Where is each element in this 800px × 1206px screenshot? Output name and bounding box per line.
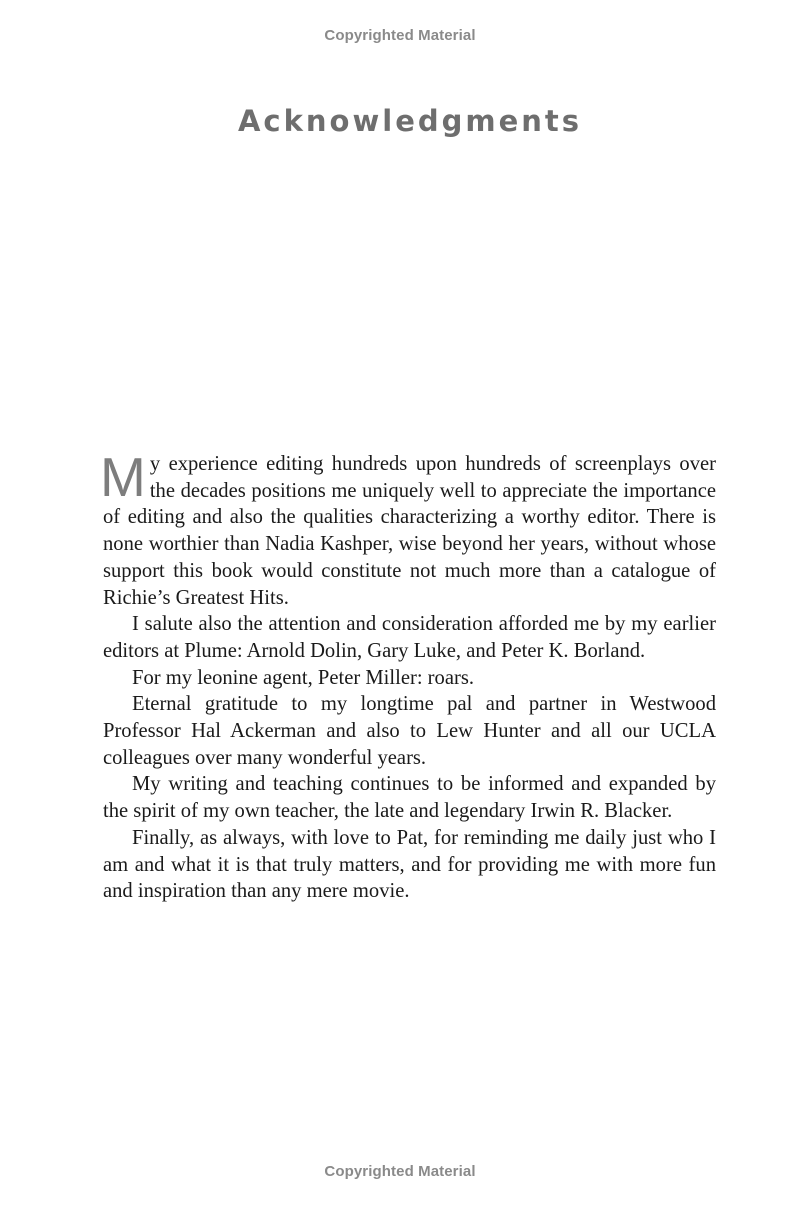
paragraph-1-text: y experience editing hundreds upon hundreds of screenplays over the decades positions me uniquely well to appreciate the importance of editing and also the qualities characterizing a worthy editor. There is none worthier than Nadia Kashper, wise beyond her years, without whose support this book would constitute not much more than a catalogue of Richie’s Greatest Hits. xyxy=(103,453,716,609)
copyright-watermark-top: Copyrighted Material xyxy=(324,27,476,44)
drop-cap: M xyxy=(100,446,146,508)
copyright-watermark-bottom: Copyrighted Material xyxy=(324,1163,476,1180)
paragraph-4: Eternal gratitude to my longtime pal and partner in Westwood Professor Hal Ackerman and also to Lew Hunter and all our UCLA colleagues over many wonderful years. xyxy=(103,693,716,769)
paragraph-6: Finally, as always, with love to Pat, for reminding me daily just who I am and what it is that truly matters, and for providing me with more fun and inspiration than any mere movie. xyxy=(103,826,716,903)
paragraph-5: My writing and teaching continues to be informed and expanded by the spirit of my own teacher, the late and legendary Irwin R. Blacker. xyxy=(103,773,716,823)
paragraph-1 xyxy=(100,446,716,611)
paragraph-2: I salute also the attention and consideration afforded me by my earlier editors at Plume: Arnold Dolin, Gary Luke, and Peter K. Borland. xyxy=(103,613,716,662)
acknowledgments-body xyxy=(100,446,716,905)
page-title: Acknowledgments xyxy=(237,104,583,138)
paragraph-3: For my leonine agent, Peter Miller: roars. xyxy=(132,666,474,689)
